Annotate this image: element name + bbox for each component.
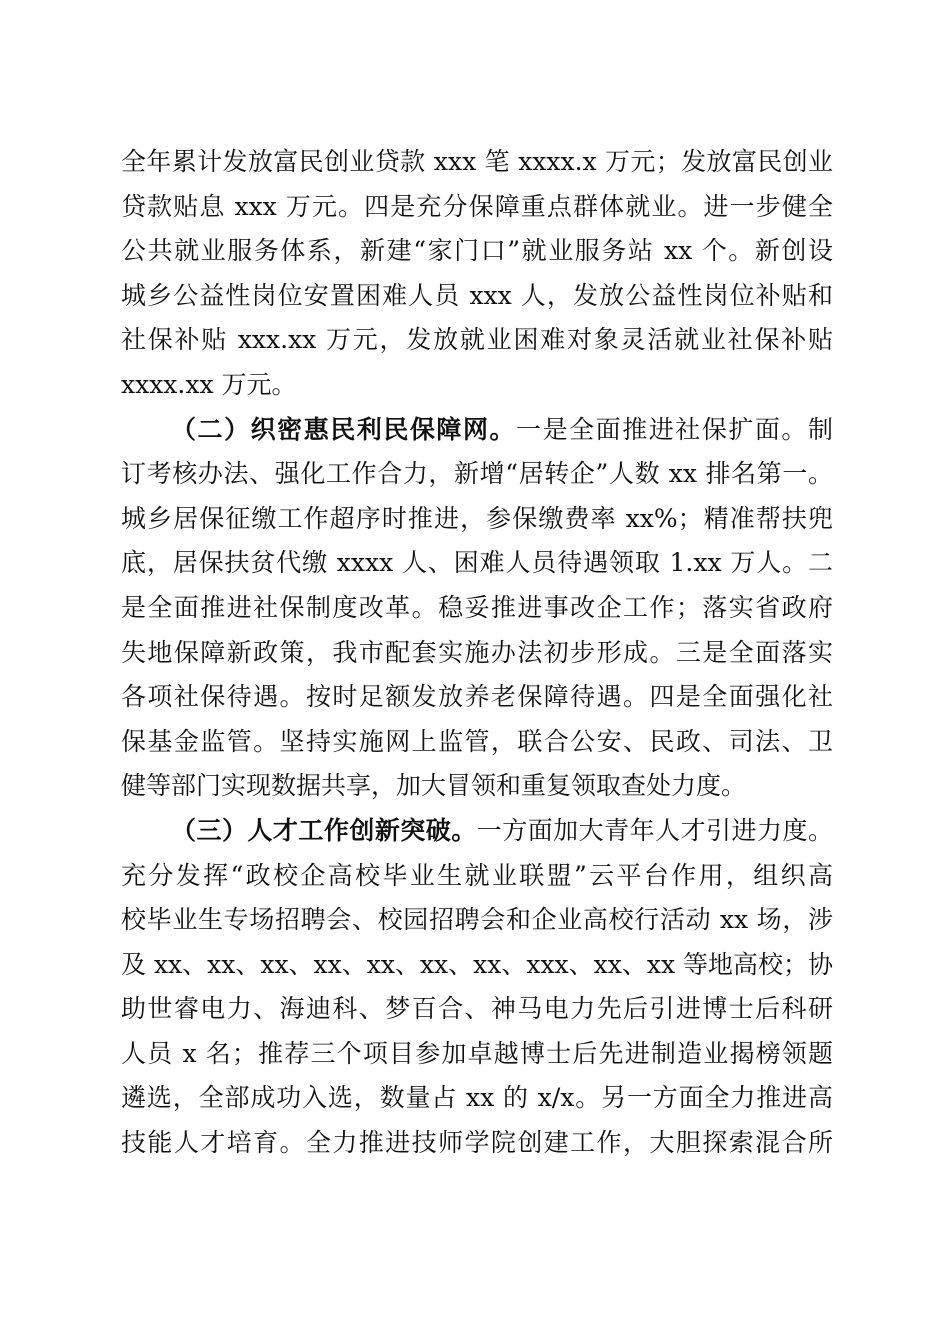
text-line: 全年累计发放富民创业贷款 xxx 笔 xxxx.x 万元；发放富民创业: [121, 147, 833, 176]
paragraph-first-line: [121, 408, 833, 453]
text-line: 公共就业服务体系，新建“家门口”就业服务站 xx 个。新创设: [121, 236, 833, 266]
paragraph-first-line: [121, 809, 833, 854]
section-heading: （二）织密惠民利民保障网。: [171, 414, 517, 444]
text-line: 助世睿电力、海迪科、梦百合、神马电力先后引进博士后科研: [121, 994, 833, 1024]
text-line: 城乡公益性岗位安置困难人员 xxx 人，发放公益性岗位补贴和: [121, 280, 833, 310]
text-line: 底，居保扶贫代缴 xxxx 人、困难人员待遇领取 1.xx 万人。二: [121, 548, 833, 578]
text-line: 技能人才培育。全力推进技师学院创建工作，大胆探索混合所: [121, 1128, 833, 1158]
text-line: 及 xx、xx、xx、xx、xx、xx、xx、xxx、xx、xx 等地高校；协: [121, 949, 833, 979]
text-line: 订考核办法、强化工作合力，新增“居转企”人数 xx 排名第一。: [121, 459, 833, 489]
text-line: 人员 x 名；推荐三个项目参加卓越博士后先进制造业揭榜领题: [121, 1038, 833, 1068]
text-line: 校毕业生专场招聘会、校园招聘会和企业高校行活动 xx 场，涉: [121, 905, 833, 935]
text-run: 一是全面推进社保扩面。制: [516, 414, 833, 444]
section-heading: （三）人才工作创新突破。: [171, 815, 477, 845]
paragraph-2: [121, 408, 833, 809]
text-line: 遴选，全部成功入选，数量占 xx 的 x/x。另一方面全力推进高: [121, 1083, 833, 1113]
paragraph-1: [121, 140, 833, 408]
document-body: [121, 140, 833, 1166]
text-line: 保基金监管。坚持实施网上监管，联合公安、民政、司法、卫: [121, 726, 833, 756]
paragraph-3: [121, 809, 833, 1166]
text-line: 贷款贴息 xxx 万元。四是充分保障重点群体就业。进一步健全: [121, 191, 833, 221]
text-line: 充分发挥“政校企高校毕业生就业联盟”云平台作用，组织高: [121, 860, 833, 890]
text-line: 社保补贴 xxx.xx 万元，发放就业困难对象灵活就业社保补贴: [121, 325, 833, 355]
text-line: 失地保障新政策，我市配套实施办法初步形成。三是全面落实: [121, 637, 833, 667]
text-line: 各项社保待遇。按时足额发放养老保障待遇。四是全面强化社: [121, 682, 833, 712]
text-line: 是全面推进社保制度改革。稳妥推进事改企工作；落实省政府: [121, 592, 833, 622]
text-line: xxxx.xx 万元。: [121, 369, 297, 399]
text-run: 一方面加大青年人才引进力度。: [476, 815, 833, 845]
text-line: 健等部门实现数据共享，加大冒领和重复领取查处力度。: [121, 771, 747, 801]
text-line: 城乡居保征缴工作超序时推进，参保缴费率 xx%；精准帮扶兜: [121, 503, 833, 533]
